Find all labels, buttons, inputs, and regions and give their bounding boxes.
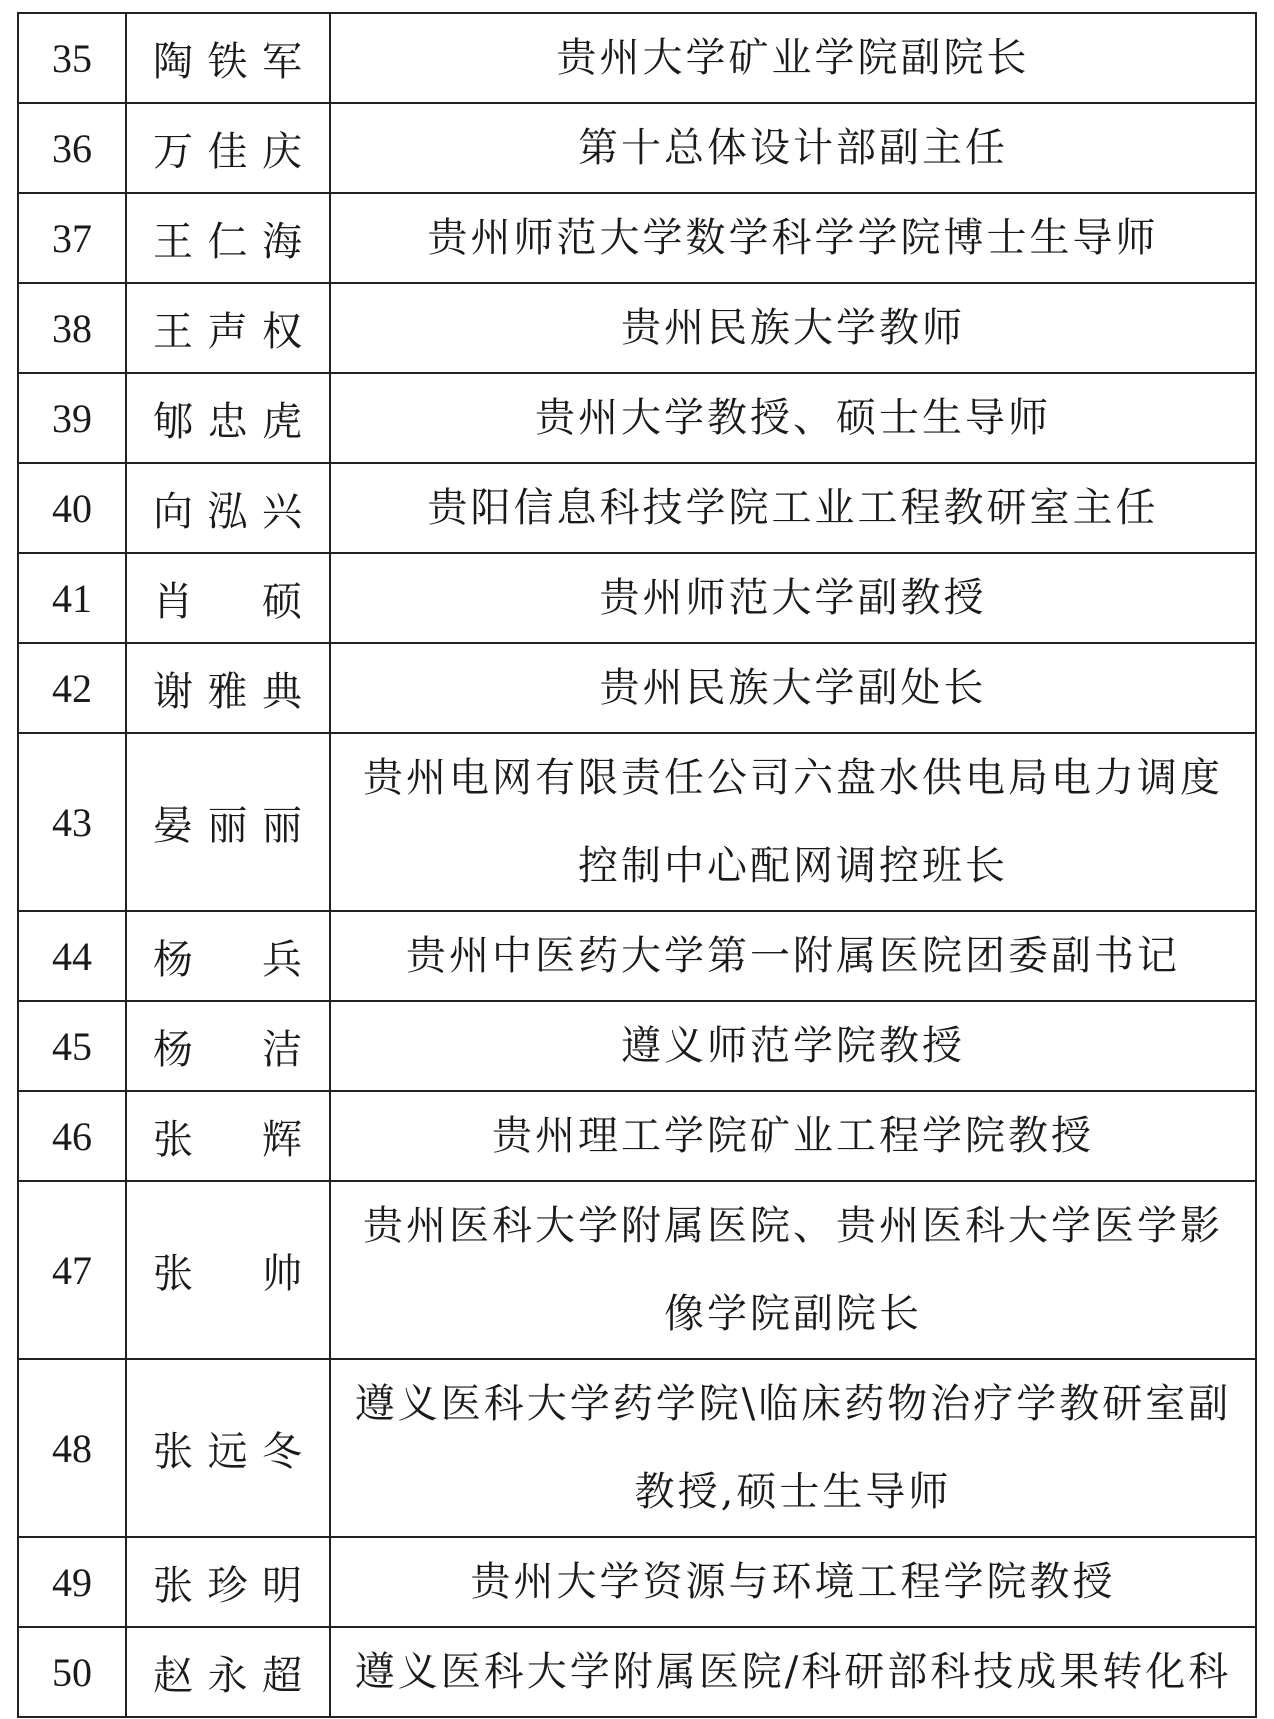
row-number: 37 [18,193,126,283]
organization-position: 贵州民族大学教师 [330,283,1256,373]
row-number: 41 [18,553,126,643]
table-row [18,911,1256,1001]
person-name: 张珍明 [126,1537,330,1627]
person-name: 万佳庆 [126,103,330,193]
organization-position: 遵义医科大学附属医院/科研部科技成果转化科 [330,1627,1256,1717]
table-row [18,13,1256,103]
table-row [18,553,1256,643]
row-number: 42 [18,643,126,733]
row-number: 47 [18,1181,126,1359]
table-row [18,643,1256,733]
person-name: 赵永超 [126,1627,330,1717]
person-name: 晏丽丽 [126,733,330,911]
person-name: 张 辉 [126,1091,330,1181]
organization-position: 贵州民族大学副处长 [330,643,1256,733]
table-row [18,283,1256,373]
roster-table [17,12,1257,1718]
person-name: 向泓兴 [126,463,330,553]
table-row [18,1627,1256,1717]
row-number: 39 [18,373,126,463]
row-number: 44 [18,911,126,1001]
table-row [18,1181,1256,1359]
organization-position: 贵州电网有限责任公司六盘水供电局电力调度控制中心配网调控班长 [330,733,1256,911]
table-row [18,1091,1256,1181]
table-row [18,1537,1256,1627]
row-number: 50 [18,1627,126,1717]
table-row [18,733,1256,911]
organization-position: 遵义医科大学药学院\临床药物治疗学教研室副教授,硕士生导师 [330,1359,1256,1537]
row-number: 35 [18,13,126,103]
organization-position: 贵州理工学院矿业工程学院教授 [330,1091,1256,1181]
person-name: 张远冬 [126,1359,330,1537]
row-number: 43 [18,733,126,911]
organization-position: 贵州医科大学附属医院、贵州医科大学医学影像学院副院长 [330,1181,1256,1359]
table-row [18,463,1256,553]
organization-position: 第十总体设计部副主任 [330,103,1256,193]
person-name: 王声权 [126,283,330,373]
organization-position: 贵州大学资源与环境工程学院教授 [330,1537,1256,1627]
row-number: 48 [18,1359,126,1537]
person-name: 杨 兵 [126,911,330,1001]
row-number: 36 [18,103,126,193]
person-name: 陶铁军 [126,13,330,103]
row-number: 49 [18,1537,126,1627]
organization-position: 贵州中医药大学第一附属医院团委副书记 [330,911,1256,1001]
organization-position: 遵义师范学院教授 [330,1001,1256,1091]
person-name: 郇忠虎 [126,373,330,463]
row-number: 40 [18,463,126,553]
row-number: 46 [18,1091,126,1181]
table-row [18,193,1256,283]
person-name: 谢雅典 [126,643,330,733]
row-number: 45 [18,1001,126,1091]
table-row [18,103,1256,193]
person-name: 王仁海 [126,193,330,283]
table-row [18,373,1256,463]
person-name: 肖 硕 [126,553,330,643]
table-row [18,1359,1256,1537]
person-name: 张 帅 [126,1181,330,1359]
row-number: 38 [18,283,126,373]
organization-position: 贵阳信息科技学院工业工程教研室主任 [330,463,1256,553]
person-name: 杨 洁 [126,1001,330,1091]
organization-position: 贵州师范大学数学科学学院博士生导师 [330,193,1256,283]
organization-position: 贵州大学教授、硕士生导师 [330,373,1256,463]
table-row [18,1001,1256,1091]
organization-position: 贵州师范大学副教授 [330,553,1256,643]
organization-position: 贵州大学矿业学院副院长 [330,13,1256,103]
